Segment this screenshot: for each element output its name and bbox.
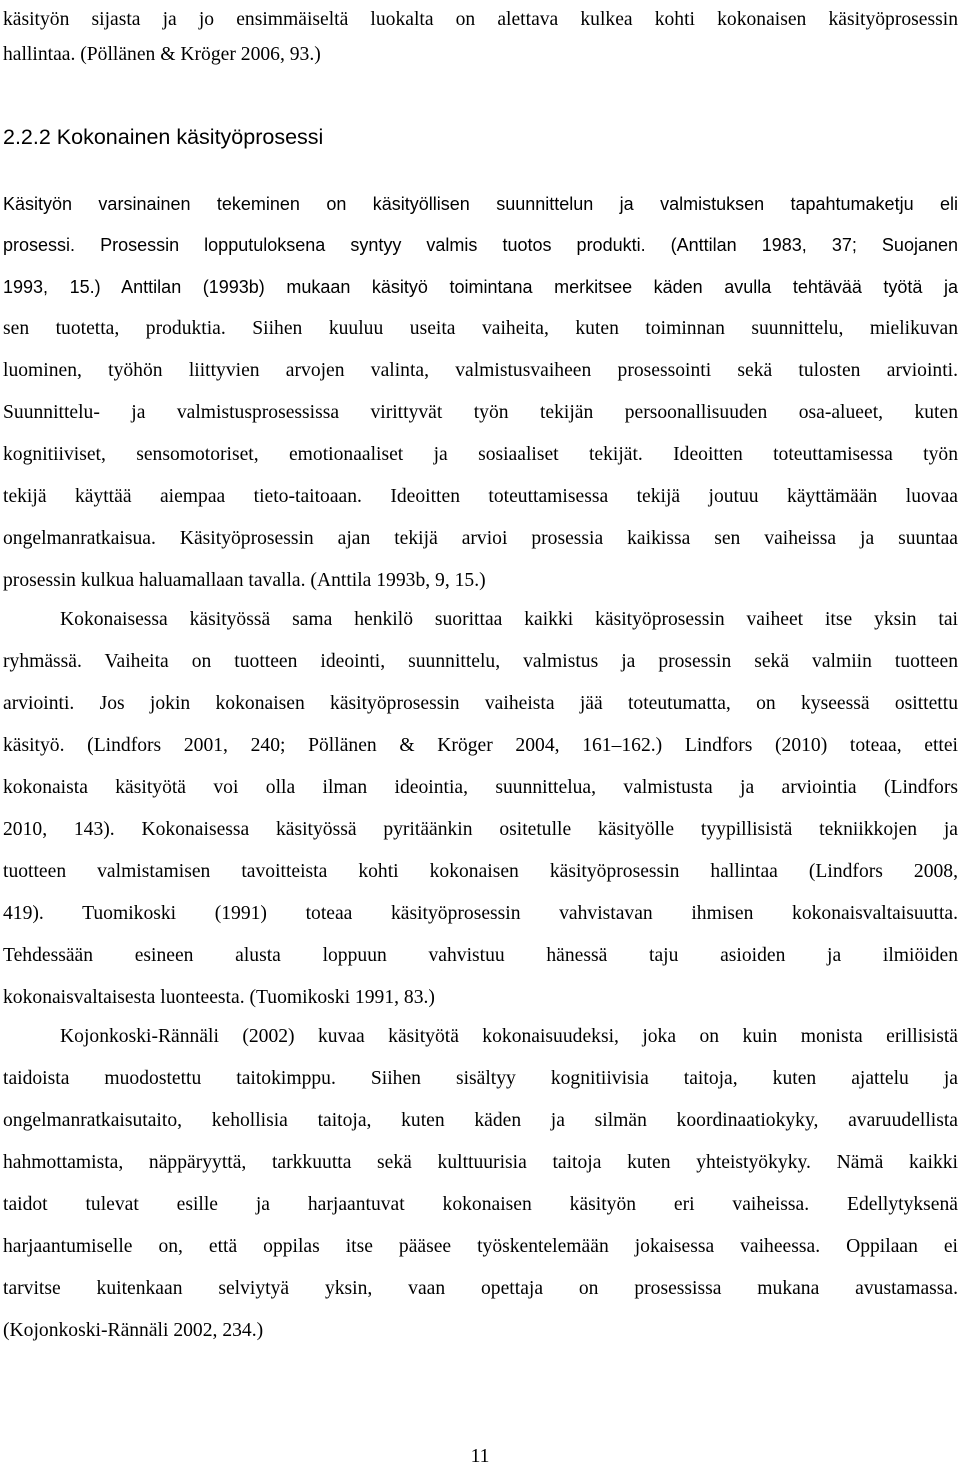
paragraph-line: 2010, 143). Kokonaisessa käsityössä pyritäänkin ositetulle käsityölle tyypillisistä tekniikkojen ja: [3, 819, 958, 840]
intro-line: hallintaa. (Pöllänen & Kröger 2006, 93.): [3, 44, 321, 65]
paragraph-line: kokonaista käsityötä voi olla ilman ideointia, suunnittelua, valmistusta ja arviointia (Lindfors: [3, 777, 958, 798]
paragraph-line: tarvitse kuitenkaan selviytyä yksin, vaan opettaja on prosessissa mukana avustamassa.: [3, 1278, 958, 1299]
paragraph-line: harjaantumiselle on, että oppilas itse pääsee työskentelemään jokaisessa vaiheessa. Oppilaan ei: [3, 1236, 958, 1257]
intro-line: käsityön sijasta ja jo ensimmäiseltä luokalta on alettava kulkea kohti kokonaisen käsityöprosessin: [3, 9, 958, 30]
paragraph-line: prosessi. Prosessin lopputuloksena syntyy valmis tuotos produkti. (Anttilan 1983, 37; Suojanen: [3, 235, 958, 255]
page-number: 11: [470, 1446, 490, 1467]
paragraph-line: kognitiiviset, sensomotoriset, emotionaaliset ja sosiaaliset tekijät. Ideoitten toteuttamisessa työn: [3, 444, 958, 465]
paragraph-line: tekijä käyttää aiempaa tieto-taitoaan. Ideoitten toteuttamisessa tekijä joutuu käyttämään luovaa: [3, 486, 958, 507]
paragraph-line: prosessin kulkua haluamallaan tavalla. (Anttila 1993b, 9, 15.): [3, 570, 486, 591]
paragraph-line: ongelmanratkaisua. Käsityöprosessin ajan tekijä arvioi prosessia kaikissa sen vaiheissa ja suuntaa: [3, 528, 958, 549]
paragraph-line: Kojonkoski-Rännäli (2002) kuvaa käsityötä kokonaisuudeksi, joka on kuin monista erillisistä: [60, 1026, 958, 1047]
paragraph-line: 1993, 15.) Anttilan (1993b) mukaan käsityö toimintana merkitsee käden avulla tehtävää työtä ja: [3, 277, 958, 297]
paragraph-line: hahmottamista, näppäryyttä, tarkkuutta sekä kulttuurisia taitoja kuten yhteistyökyky. Nämä kaikki: [3, 1152, 958, 1173]
paragraph-line: luominen, työhön liittyvien arvojen valinta, valmistusvaiheen prosessointi sekä tulosten arviointi.: [3, 360, 958, 381]
paragraph-line: taidoista muodostettu taitokimppu. Siihen sisältyy kognitiivisia taitoja, kuten ajattelu ja: [3, 1068, 958, 1089]
paragraph-line: taidot tulevat esille ja harjaantuvat kokonaisen käsityön eri vaiheissa. Edellytyksenä: [3, 1194, 958, 1215]
paragraph-line: 419). Tuomikoski (1991) toteaa käsityöprosessin vahvistavan ihmisen kokonaisvaltaisuutta.: [3, 903, 958, 924]
paragraph-line: arviointi. Jos jokin kokonaisen käsityöprosessin vaiheista jää toteutumatta, on kyseessä osittettu: [3, 693, 958, 714]
paragraph-line: Suunnittelu- ja valmistusprosessissa virittyvät työn tekijän persoonallisuuden osa-alueet, kuten: [3, 402, 958, 423]
paragraph-line: Tehdessään esineen alusta loppuun vahvistuu hänessä taju asioiden ja ilmiöiden: [3, 945, 958, 966]
paragraph-line: sen tuotetta, produktia. Siihen kuuluu useita vaiheita, kuten toiminnan suunnittelu, mielikuvan: [3, 318, 958, 339]
paragraph-line: kokonaisvaltaisesta luonteesta. (Tuomikoski 1991, 83.): [3, 987, 435, 1008]
paragraph-line: ryhmässä. Vaiheita on tuotteen ideointi, suunnittelu, valmistus ja prosessin sekä valmiin tuotteen: [3, 651, 958, 672]
paragraph-line: ongelmanratkaisutaito, kehollisia taitoja, kuten käden ja silmän koordinaatiokyky, avaruudellista: [3, 1110, 958, 1131]
section-heading: 2.2.2 Kokonainen käsityöprosessi: [3, 125, 324, 149]
paragraph-line: Kokonaisessa käsityössä sama henkilö suorittaa kaikki käsityöprosessin vaiheet itse yksin tai: [60, 609, 958, 630]
paragraph-line: (Kojonkoski-Rännäli 2002, 234.): [3, 1320, 264, 1341]
paragraph-line: tuotteen valmistamisen tavoitteista kohti kokonaisen käsityöprosessin hallintaa (Lindfors 2008,: [3, 861, 958, 882]
paragraph-line: Käsityön varsinainen tekeminen on käsityöllisen suunnittelun ja valmistuksen tapahtumaketju eli: [3, 194, 958, 214]
paragraph-line: käsityö. (Lindfors 2001, 240; Pöllänen & Kröger 2004, 161–162.) Lindfors (2010) toteaa, ettei: [3, 735, 958, 756]
